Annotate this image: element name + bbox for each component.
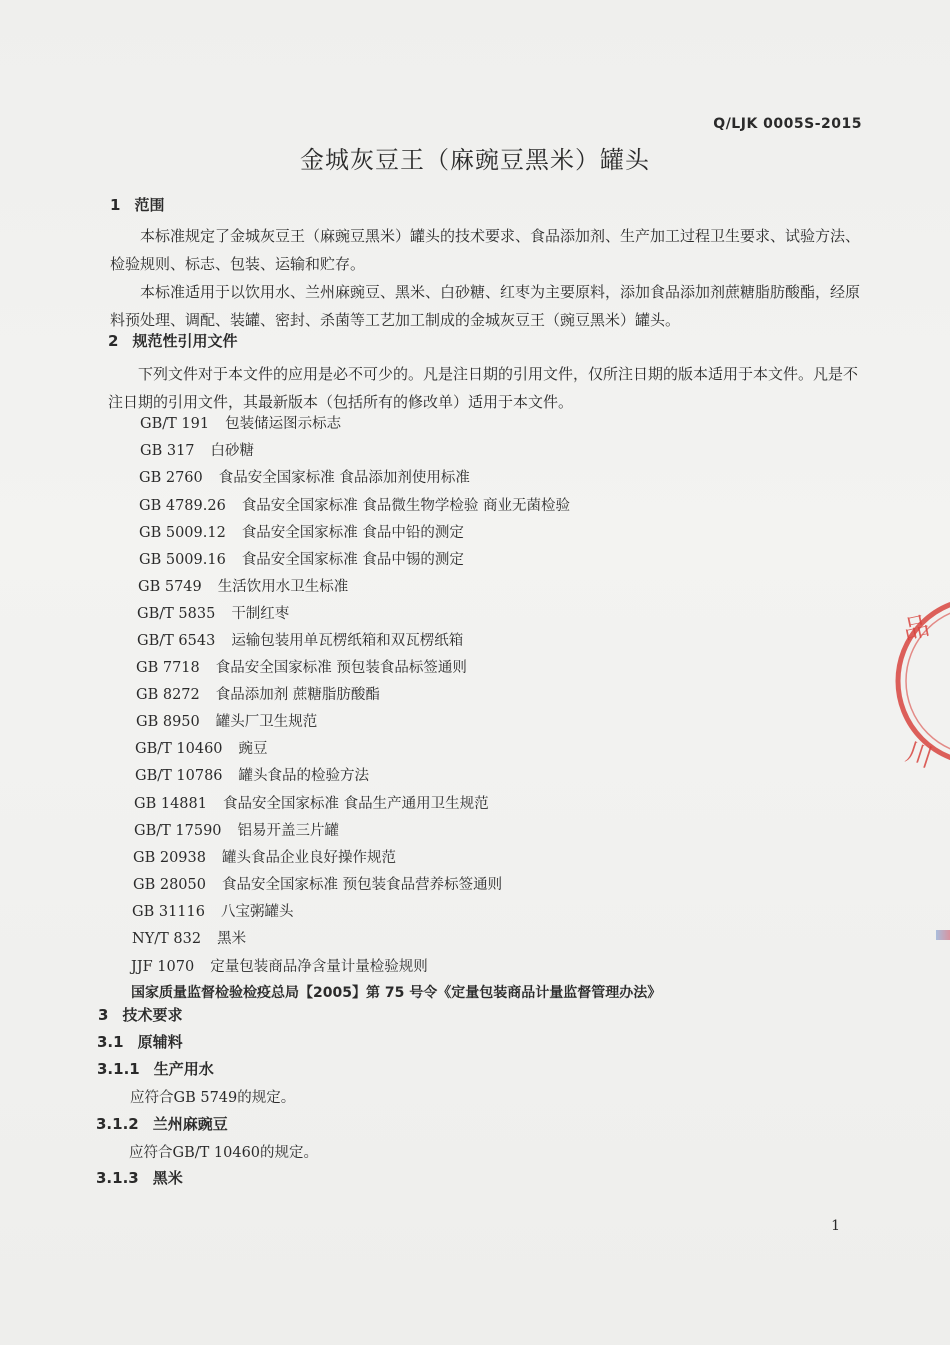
reference-item: GB/T 10786 罐头食品的检验方法 [135,768,370,784]
page-number: 1 [831,1218,840,1234]
section-3-1-2-heading: 3.1.2 兰州麻豌豆 [96,1115,228,1133]
reference-item: GB/T 5835 干制红枣 [137,606,290,622]
reference-item: GB 8950 罐头厂卫生规范 [136,714,318,730]
scan-artifact [936,930,950,940]
section-3-1-3-heading: 3.1.3 黑米 [96,1169,183,1187]
seal-char-bottom: 川 [902,737,937,774]
reference-item: GB/T 17590 铝易开盖三片罐 [134,823,340,839]
reference-item: GB/T 191 包装储运图示标志 [140,416,342,432]
reference-item: GB 317 白砂糖 [140,443,255,459]
section-2-paragraph-1: 下列文件对于本文件的应用是必不可少的。凡是注日期的引用文件，仅所注日期的版本适用于本文件。凡是不注日期的引用文件，其最新版本（包括所有的修改单）适用于本文件。 [108,365,859,411]
reference-item: JJF 1070 定量包装商品净含量计量检验规则 [131,959,428,975]
reference-item: GB 4789.26 食品安全国家标准 食品微生物学检验 商业无菌检验 [139,498,571,514]
reference-item: GB 20938 罐头食品企业良好操作规范 [133,850,396,866]
reference-item: GB 5749 生活饮用水卫生标准 [138,579,349,595]
reference-item: GB 28050 食品安全国家标准 预包装食品营养标签通则 [133,877,503,893]
reference-item: GB 5009.16 食品安全国家标准 食品中锡的测定 [139,552,464,568]
reference-item: GB/T 10460 豌豆 [135,741,268,757]
reference-item: GB 2760 食品安全国家标准 食品添加剂使用标准 [139,470,470,486]
section-1-heading: 1 范围 [110,196,165,214]
page-title: 金城灰豆王（麻豌豆黑米）罐头 [300,146,650,174]
reference-item: GB 14881 食品安全国家标准 食品生产通用卫生规范 [134,796,489,812]
section-3-1-2-text: 应符合GB/T 10460的规定。 [129,1145,319,1161]
regulation-reference: 国家质量监督检验检疫总局【2005】第 75 号令《定量包装商品计量监督管理办法》 [131,985,662,1001]
reference-item: GB 8272 食品添加剂 蔗糖脂肪酸酯 [136,687,380,703]
section-1-paragraph-2: 本标准适用于以饮用水、兰州麻豌豆、黑米、白砂糖、红枣为主要原料，添加食品添加剂蔗糖脂肪酸酯，经原料预处理、调配、装罐、密封、杀菌等工艺加工制成的金城灰豆王（豌豆黑米）罐头。 [110,283,861,329]
reference-item: NY/T 832 黑米 [132,931,247,947]
section-3-1-1-heading: 3.1.1 生产用水 [97,1060,214,1078]
section-3-1-heading: 3.1 原辅料 [97,1033,183,1051]
section-2-heading: 2 规范性引用文件 [108,332,238,350]
reference-item: GB 31116 八宝粥罐头 [132,904,294,920]
section-1-paragraph-1: 本标准规定了金城灰豆王（麻豌豆黑米）罐头的技术要求、食品添加剂、生产加工过程卫生要求、试验方法、检验规则、标志、包装、运输和贮存。 [110,227,861,273]
red-seal-stamp [890,586,950,786]
seal-char-top: 品 [900,611,933,647]
standard-code: Q/LJK 0005S-2015 [713,116,862,132]
section-3-heading: 3 技术要求 [98,1006,183,1024]
reference-item: GB/T 6543 运输包装用单瓦楞纸箱和双瓦楞纸箱 [137,633,464,649]
reference-item: GB 7718 食品安全国家标准 预包装食品标签通则 [136,660,467,676]
reference-item: GB 5009.12 食品安全国家标准 食品中铅的测定 [139,525,464,541]
section-3-1-1-text: 应符合GB 5749的规定。 [130,1090,296,1106]
